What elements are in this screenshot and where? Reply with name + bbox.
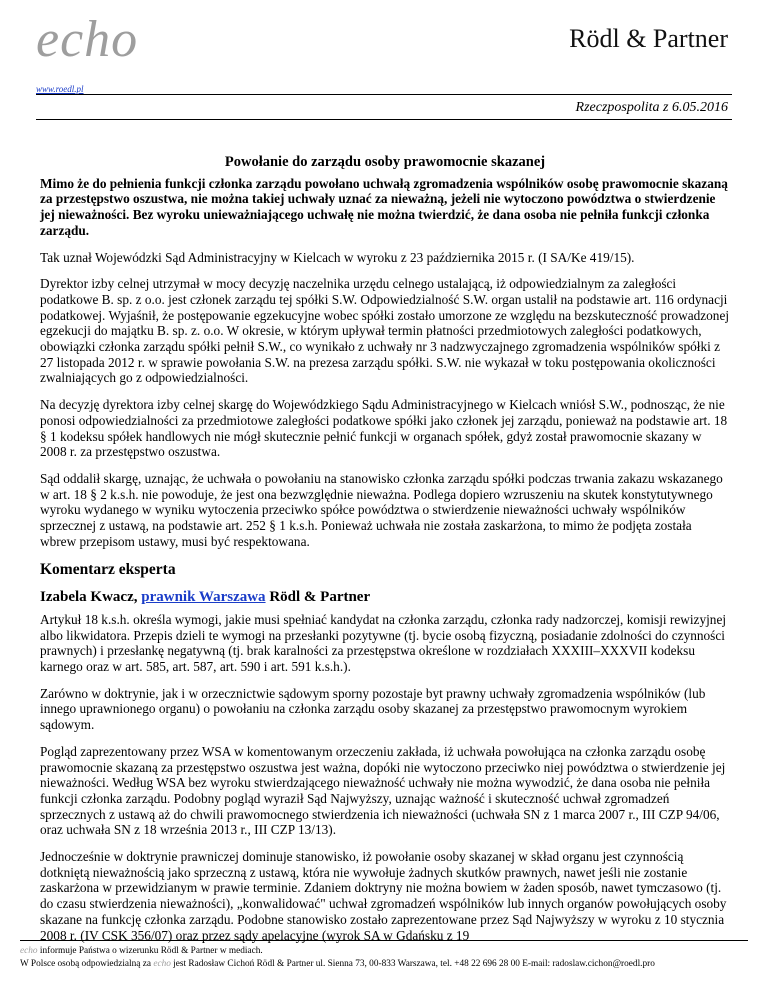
footer-echo-mark: echo [20, 946, 38, 956]
footer-text-prefix: W Polsce osobą odpowiedzialną za [20, 959, 154, 969]
source-line: Rzeczpospolita z 6.05.2016 [575, 100, 728, 115]
footer-line-2 [20, 958, 748, 971]
article-content [37, 154, 730, 956]
article-title: Powołanie do zarządu osoby prawomocnie skazanej [224, 154, 546, 170]
footer-text: informuje Państwa o wizerunku Rödl & Partner w mediach. [37, 946, 263, 956]
commentary-heading: Komentarz eksperta [40, 561, 176, 579]
brand-name: Rödl & Partner [569, 24, 728, 53]
article-paragraph: Dyrektor izby celnej utrzymał w mocy decyzję naczelnika urzędu celnego ustalającą, iż odpowiedzialnym za zaległości podatkowe B. sp. z o.o. jest członek zarządu tej spółki S.W. Odpowiedzialność S.W. organ ustalił na podstawie art. 116 ordynacji podatkowej. Wyjaśnił, że postępowanie egzekucyjne wobec spółki zostało umorzone ze względu na bezskuteczność prowadzonej egzekucji do majątku B. sp. z. o.o. W okresie, w którym upływał termin płatności przedmiotowych zaległości podatkowych, obowiązki członka zarządu spółki pełnił S.W., co wynikało z uchwały nr 3 nadzwyczajnego zgromadzenia wspólników spółki z 27 listopada 2012 r. w sprawie powołania S.W. na prezesa zarządu spółki. S.W. nie wykazał w toku postępowania okoliczności zwalniających go z odpowiedzialności. [40, 276, 730, 386]
article-paragraph: Tak uznał Wojewódzki Sąd Administracyjny w Kielcach w wyroku z 23 października 2015 r. (I SA/Ke 419/15). [40, 249, 635, 265]
commentary-author [40, 590, 730, 606]
article-paragraph: Sąd oddalił skargę, uznając, że uchwała o powołaniu na stanowisko członka zarządu spółki podczas trwania zakazu wskazanego w art. 18 § 2 k.s.h. nie powoduje, że jest ona bezwzględnie nieważna. Podlega dopiero wzruszeniu na skutek konstytutywnego wyroku wydanego w wyniku wytoczenia przeciwko spółce powództwa o stwierdzenie nieważności uchwały wspólników sprzecznej z ustawą, na podstawie art. 252 § 1 k.s.h. Ponieważ uchwała nie została zaskarżona, to mimo że podjęta została wbrew przepisom ustawy, musi być respektowana. [40, 470, 723, 549]
commentary-paragraph: Jednocześnie w doktrynie prawniczej dominuje stanowisko, iż powołanie osoby skazanej w skład organu jest czynnością dotkniętą nieważnością jako sprzeczną z ustawą, która nie wywołuje żadnych skutków prawnych, nawet jeśli nie zostanie zaskarżona w przewidzianym w prawie terminie. Zdaniem doktryny nie można bowiem w żaden sposób, nawet tymczasowo (tj. do czasu stwierdzenia nieważności), „konwalidować" uchwał zgromadzeń wspólników lub innych organów powołujących osoby skazane na funkcję członka zarządu. Podobne stanowisko zostało zaprezentowane przez Sąd Najwyższy w wyroku z 10 stycznia 2008 r. (IV CSK 356/07) oraz przez sądy apelacyjne (wyrok SA w Gdańsku z 19 [40, 849, 727, 943]
article-lead: Mimo że do pełnienia funkcji członka zarządu powołano uchwałą zgromadzenia wspólników osobę prawomocnie skazaną za przestępstwo oszustwa, nie można takiej uchwały uznać za nieważną, jeżeli nie wytoczono powództwa o stwierdzenie jej nieważności. Bez wyroku unieważniającego uchwałę nie można twierdzić, że dana osoba nie pełniła funkcji członka zarządu. [40, 175, 728, 238]
page-footer [20, 940, 748, 971]
author-firm: Rödl & Partner [269, 589, 371, 606]
commentary-paragraph: Artykuł 18 k.s.h. określa wymogi, jakie musi spełniać kandydat na członka zarządu, członka rady nadzorczej, komisji rewizyjnej albo likwidatora. Przepis dzieli te wymogi na przesłanki pozytywne (tj. bycie osobą fizyczną, posiadanie zdolności do czynności prawnych) i przesłankę negatywną (tj. brak karalności za przestępstwa określone w rozdziałach XXXIII–XXXVII kodeksu karnego oraz w art. 585, art. 587, art. 590 i art. 591 k.s.h.). [40, 611, 727, 674]
author-name: Izabela Kwacz, [40, 589, 138, 606]
article-paragraph: Na decyzję dyrektora izby celnej skargę do Wojewódzkiego Sądu Administracyjnego w Kielcach wniósł S.W., podnosząc, że nie ponosi odpowiedzialności za przedmiotowe zaległości podatkowe spółki jako członek jej zarządu, ponieważ na podstawie art. 18 § 1 kodeksu spółek handlowych nie mógł skutecznie pełnić funkcji w organach spółek, gdyż został prawomocnie skazany w 2008 r. za przestępstwo oszustwa. [40, 397, 728, 460]
footer-contact: jest Radosław Cichoń Rödl & Partner ul. Sienna 73, 00-833 Warszawa, tel. +48 22 696 28 00 E-mail: radoslaw.cichon@roedl.pro [170, 959, 655, 969]
commentary-paragraph: Pogląd zaprezentowany przez WSA w komentowanym orzeczeniu zakłada, iż uchwała powołująca na członka zarządu osobę prawomocnie skazaną za przestępstwo oszustwa jest ważna, dopóki nie wytoczono przeciwko niej powództwa o stwierdzenie jej nieważności. Według WSA bez wyroku stwierdzającego nieważność uchwały nie można wywodzić, że dana osoba nie pełniła funkcji członka zarządu. Podobny pogląd wyraził Sąd Najwyższy, uznając ważność i skuteczność uchwał zgromadzeń sprzecznych z ustawą aż do chwili prawomocnego stwierdzenia ich nieważności (uchwała SN z 1 marca 2007 r., III CZP 94/06, oraz uchwała SN z 18 września 2013 r., III CZP 13/13). [40, 743, 726, 838]
header-divider-bottom [36, 119, 732, 120]
site-link[interactable]: www.roedl.pl [36, 84, 84, 94]
author-link[interactable]: prawnik Warszawa [141, 589, 266, 606]
commentary-paragraph: Zarówno w doktrynie, jak i w orzecznictwie sądowym sporny pozostaje byt prawny uchwały zgromadzenia wspólników (lub innego uprawnionego organu) o powołaniu na członka zarządu osoby skazanej za przestępstwo prawomocnym wyrokiem sądowym. [40, 685, 706, 733]
echo-logo: echo [36, 11, 139, 68]
header-divider [36, 94, 732, 95]
footer-echo-mark: echo [153, 959, 171, 969]
footer-line-1 [20, 945, 748, 958]
